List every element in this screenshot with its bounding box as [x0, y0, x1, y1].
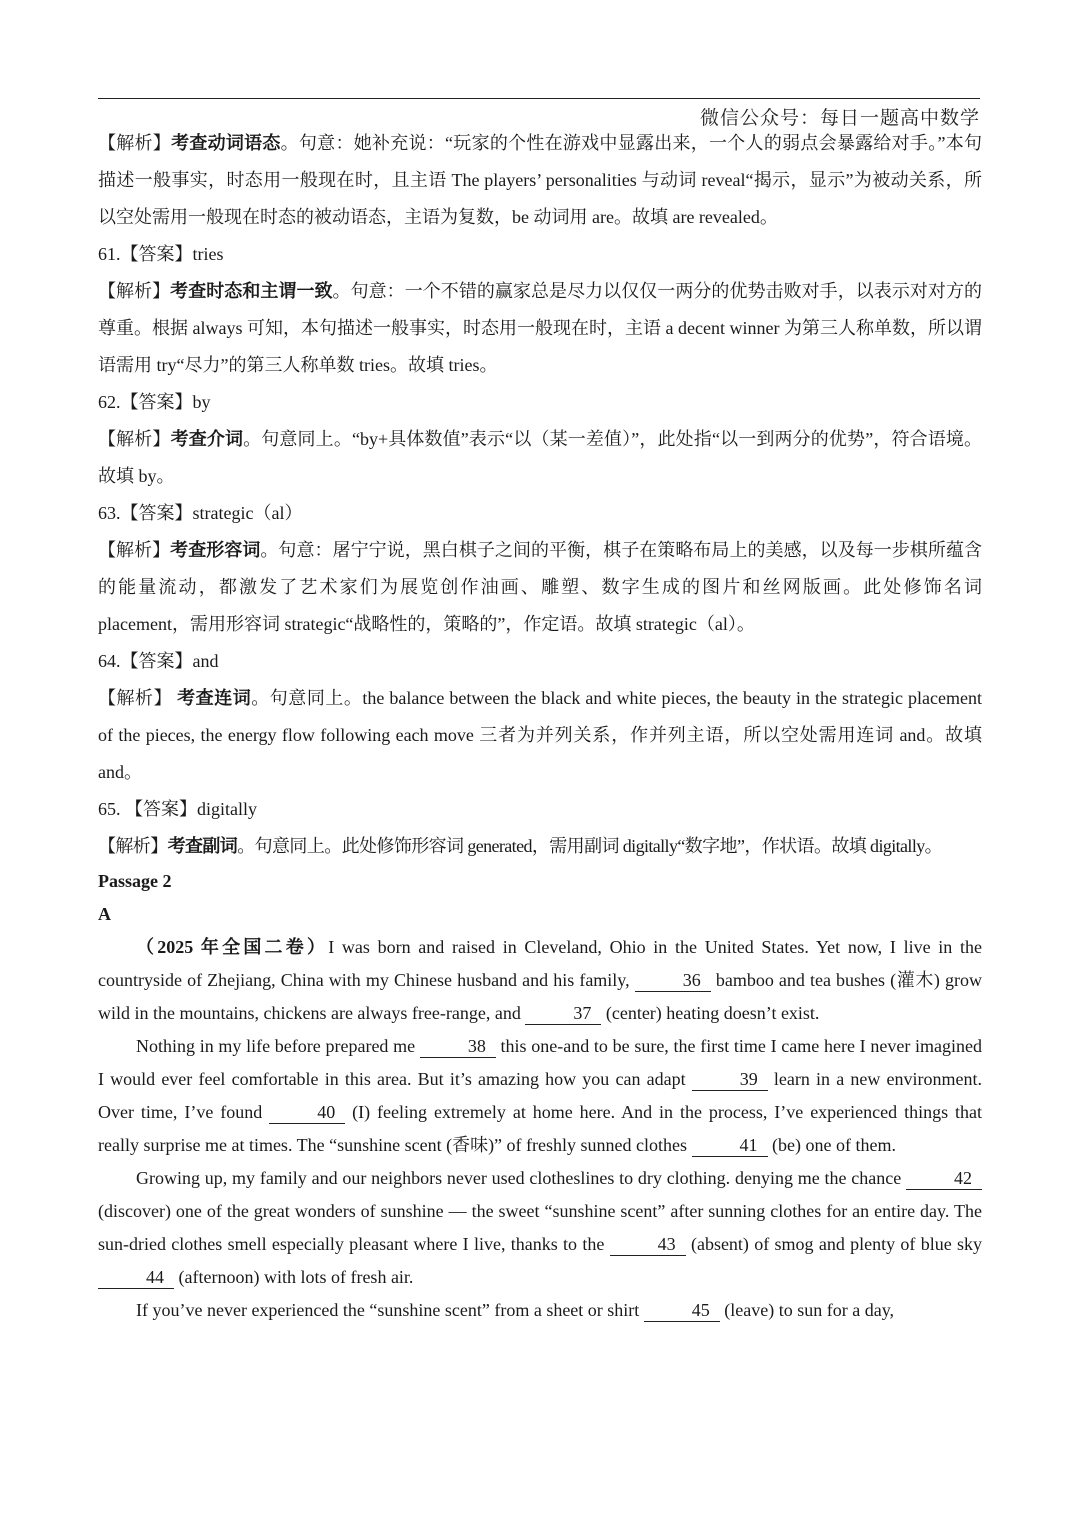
answer-61 [98, 236, 982, 273]
blank-44: 44 [98, 1266, 174, 1289]
passage-text: Nothing in my life before prepared me [136, 1036, 420, 1056]
answer-value: by [192, 392, 211, 412]
explanation-topic: 考查形容词 [170, 540, 261, 560]
answer-63 [98, 495, 982, 532]
passage-text: bamboo and tea bushes (灌木) grow wild in the mountains, chickens are always free-range, and [98, 970, 982, 1023]
item-number: 63. [98, 503, 121, 523]
passage-text: (leave) to sun for a day, [719, 1300, 895, 1320]
item-number: 65. [98, 799, 125, 819]
answer-64 [98, 643, 982, 680]
passage-2 [98, 865, 982, 1327]
answer-tag: 【答案】 [125, 799, 197, 819]
explanation-topic: 考查动词语态 [171, 133, 281, 153]
passage-text: (afternoon) with lots of fresh air. [174, 1267, 414, 1287]
blank-42: 42 [906, 1167, 982, 1190]
explanation-tag: 【解析】 [98, 133, 172, 153]
explanation-tag: 【解析】 [98, 836, 168, 856]
blank-36: 36 [635, 969, 711, 992]
blank-40: 40 [269, 1101, 345, 1124]
document-body [98, 125, 982, 1327]
explanation-text: 。句意同上。此处修饰形容词 generated，需用副词 digitally“数字地”，作状语。故填 digitally。 [237, 836, 943, 856]
blank-37: 37 [525, 1002, 601, 1025]
passage-text: this one-and to be sure, the first time I came here I never imagined I would ever feel comfortable in this area. But it’s amazing how you can adapt [98, 1036, 982, 1089]
answer-value: strategic（al） [192, 503, 303, 523]
explanation-text: 。句意：她补充说：“玩家的个性在游戏中显露出来，一个人的弱点会暴露给对手。”本句描述一般事实，时态用一般现在时，且主语 The players’ personalities 与动词 reveal“揭示，显示”为被动关系，所以空处需用一般现在时态的被动语态，主语为复数，be 动词用 are。故填 are revealed。 [98, 133, 982, 227]
passage-section-label: A [98, 904, 111, 924]
explanation-topic: 考查副词 [167, 836, 238, 856]
answer-tag: 【答案】 [120, 392, 193, 412]
item-number: 61. [98, 244, 121, 264]
explanation-text: 。句意：屠宁宁说，黑白棋子之间的平衡，棋子在策略布局上的美感，以及每一步棋所蕴含的能量流动，都激发了艺术家们为展览创作油画、雕塑、数字生成的图片和丝网版画。此处修饰名词 placement，需用形容词 strategic“战略性的，策略的”，作定语。故填 strategic（al）。 [98, 540, 983, 634]
passage-text: (absent) of smog and plenty of blue sky [685, 1234, 982, 1254]
passage-text: (center) heating doesn’t exist. [601, 1003, 820, 1023]
explanation-text: 。句意同上。“by+具体数值”表示“以（某一差值）”，此处指“以一到两分的优势”，符合语境。故填 by。 [98, 429, 983, 486]
answer-tag: 【答案】 [120, 651, 193, 671]
explanation-62 [98, 421, 982, 495]
explanation-64 [98, 680, 982, 791]
explanation-63 [98, 532, 982, 643]
answer-value: digitally [197, 799, 257, 819]
passage-text: (I) feeling extremely at home here. And in the process, I’ve experienced things that really surprise me at times. The “sunshine scent (香味)” of freshly sunned clothes [98, 1102, 982, 1155]
blank-41: 41 [692, 1134, 768, 1157]
passage-source: （2025 年全国二卷） [136, 937, 329, 957]
passage-text: Growing up, my family and our neighbors never used clotheslines to dry clothing. denying me the chance [136, 1168, 906, 1188]
passage-paragraph [98, 1294, 982, 1327]
answer-value: tries [192, 244, 224, 264]
passage-text: I was born and raised in Cleveland, Ohio in the United States. Yet now, I live in the countryside of Zhejiang, China with my Chinese husband and his family, [98, 937, 982, 990]
explanation-tag: 【解析】 [98, 281, 171, 301]
blank-38: 38 [420, 1035, 496, 1058]
answer-tag: 【答案】 [120, 503, 193, 523]
explanation-text: 。句意：一个不错的赢家总是尽力以仅仅一两分的优势击败对手，以表示对对方的尊重。根据 always 可知，本句描述一般事实，时态用一般现在时，主语 a decent winner 为第三人称单数，所以谓语需用 try“尽力”的第三人称单数 tries。故填 tries。 [98, 281, 983, 375]
explanation-60 [98, 125, 982, 236]
explanation-65 [98, 828, 982, 865]
passage-text: learn in a new environment. Over time, I’ve found [98, 1069, 982, 1122]
explanation-tag: 【解析】 [98, 688, 173, 708]
explanation-text: 。句意同上。the balance between the black and white pieces, the beauty in the strategic placement of the pieces, the energy flow following each move 三者为并列关系，作并列主语，所以空处需用连词 and。故填 and。 [98, 688, 982, 782]
explanation-topic: 考查连词 [172, 688, 252, 708]
answer-tag: 【答案】 [120, 244, 193, 264]
explanation-tag: 【解析】 [98, 429, 171, 449]
header-rule [98, 98, 980, 99]
passage-text: If you’ve never experienced the “sunshine scent” from a sheet or shirt [136, 1300, 644, 1320]
passage-title: Passage 2 [98, 871, 172, 891]
blank-39: 39 [692, 1068, 768, 1091]
passage-paragraph [98, 931, 982, 1030]
explanation-61 [98, 273, 982, 384]
passage-paragraph [98, 1162, 982, 1294]
blank-45: 45 [644, 1299, 720, 1322]
passage-paragraph [98, 1030, 982, 1162]
explanation-topic: 考查介词 [170, 429, 244, 449]
item-number: 62. [98, 392, 121, 412]
explanation-tag: 【解析】 [98, 540, 171, 560]
answer-65 [98, 791, 982, 828]
item-number: 64. [98, 651, 121, 671]
answer-value: and [192, 651, 219, 671]
passage-text: (be) one of them. [767, 1135, 896, 1155]
blank-43: 43 [610, 1233, 686, 1256]
answer-62 [98, 384, 982, 421]
explanation-topic: 考查时态和主谓一致 [170, 281, 333, 301]
header-watermark: 微信公众号：每日一题高中数学 [699, 107, 980, 129]
passage-text: (discover) one of the great wonders of sunshine — the sweet “sunshine scent” after sunning clothes for an entire day. The sun-dried clothes smell especially pleasant where I live, thanks to the [98, 1201, 982, 1254]
